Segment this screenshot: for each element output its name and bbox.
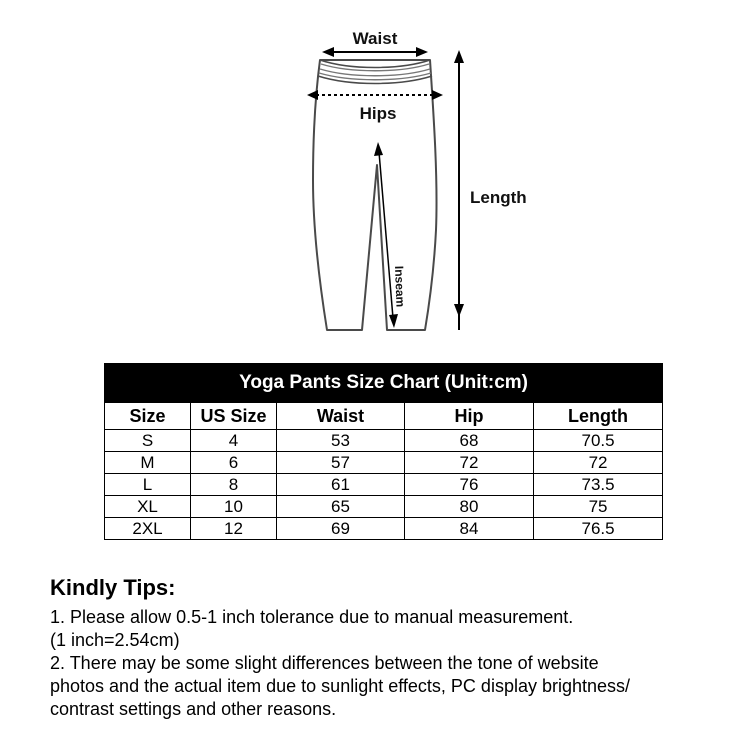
column-header-us-size: US Size [191,403,277,430]
tips-title: Kindly Tips: [50,575,176,600]
waist-band [319,64,431,80]
cell-size: XL [105,496,191,518]
tip-line: contrast settings and other reasons. [50,699,337,719]
cell-waist: 65 [277,496,405,518]
column-header-length: Length [534,403,663,430]
cell-size: S [105,430,191,452]
tip-line: (1 inch=2.54cm) [50,630,180,650]
size-chart-table [104,363,663,540]
cell-length: 72 [534,452,663,474]
cell-waist: 57 [277,452,405,474]
pants-outline [313,60,437,330]
column-header-waist: Waist [277,403,405,430]
cell-us-size: 10 [191,496,277,518]
table-row [105,518,663,540]
column-header-size: Size [105,403,191,430]
cell-length: 75 [534,496,663,518]
cell-hip: 72 [405,452,534,474]
hips-arrow [307,90,443,100]
cell-hip: 84 [405,518,534,540]
cell-waist: 53 [277,430,405,452]
cell-hip: 68 [405,430,534,452]
cell-size: 2XL [105,518,191,540]
inseam-label: Inseam [392,265,408,308]
cell-waist: 69 [277,518,405,540]
table-row [105,452,663,474]
kindly-tips [50,575,740,721]
cell-length: 76.5 [534,518,663,540]
tip-line: 1. Please allow 0.5-1 inch tolerance due to manual measurement. [50,607,574,627]
hips-label: Hips [359,104,397,123]
size-chart-header-row [105,403,663,430]
tip-line: photos and the actual item due to sunlight effects, PC display brightness/ [50,676,631,696]
cell-us-size: 4 [191,430,277,452]
pants-measurement-diagram [0,0,750,345]
cell-size: M [105,452,191,474]
size-chart-title-row [105,364,663,403]
cell-us-size: 12 [191,518,277,540]
cell-hip: 76 [405,474,534,496]
column-header-hip: Hip [405,403,534,430]
cell-us-size: 6 [191,452,277,474]
cell-hip: 80 [405,496,534,518]
tip-line: 2. There may be some slight differences between the tone of website [50,653,599,673]
length-label: Length [470,188,527,207]
table-row [105,496,663,518]
table-row [105,474,663,496]
waist-label: Waist [352,29,398,48]
cell-size: L [105,474,191,496]
length-arrow [454,50,464,330]
cell-waist: 61 [277,474,405,496]
cell-us-size: 8 [191,474,277,496]
table-row [105,430,663,452]
waist-arrow [322,47,428,57]
cell-length: 73.5 [534,474,663,496]
cell-length: 70.5 [534,430,663,452]
size-chart-title: Yoga Pants Size Chart (Unit:cm) [105,364,663,403]
